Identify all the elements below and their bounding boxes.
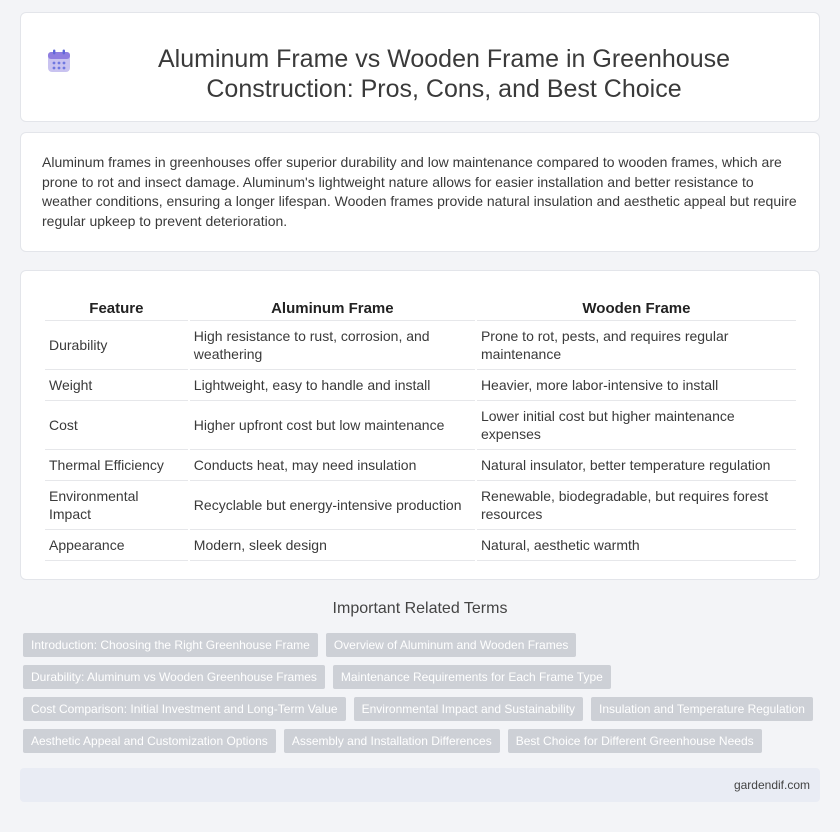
wooden-cell: Heavier, more labor-intensive to install [477,370,796,401]
aluminum-cell: Conducts heat, may need insulation [190,450,475,481]
feature-cell: Environmental Impact [45,481,188,530]
header-card [20,12,820,122]
related-term-tag[interactable]: Overview of Aluminum and Wooden Frames [326,633,577,657]
related-term-tag[interactable]: Insulation and Temperature Regulation [591,697,813,721]
related-term-tag[interactable]: Durability: Aluminum vs Wooden Greenhouse Frames [23,665,325,689]
related-term-tag[interactable]: Cost Comparison: Initial Investment and Long-Term Value [23,697,346,721]
wooden-cell: Lower initial cost but higher maintenance expenses [477,401,796,450]
feature-cell: Thermal Efficiency [45,450,188,481]
table-row [45,321,796,370]
table-row [45,450,796,481]
aluminum-cell: High resistance to rust, corrosion, and weathering [190,321,475,370]
aluminum-cell: Modern, sleek design [190,530,475,561]
footer [20,768,820,802]
comparison-table [43,295,798,561]
related-terms-title: Important Related Terms [332,600,508,617]
feature-cell: Durability [45,321,188,370]
aluminum-cell: Higher upfront cost but low maintenance [190,401,475,450]
related-terms-tags [23,633,823,761]
related-term-tag[interactable]: Introduction: Choosing the Right Greenhouse Frame [23,633,318,657]
feature-cell: Appearance [45,530,188,561]
wooden-cell: Renewable, biodegradable, but requires forest resources [477,481,796,530]
site-link[interactable]: gardendif.com [733,778,810,792]
related-term-tag[interactable]: Maintenance Requirements for Each Frame Type [333,665,611,689]
table-row [45,481,796,530]
aluminum-cell: Recyclable but energy-intensive production [190,481,475,530]
summary-card [20,132,820,252]
related-term-tag[interactable]: Assembly and Installation Differences [284,729,500,753]
table-row [45,401,796,450]
aluminum-cell: Lightweight, easy to handle and install [190,370,475,401]
column-header-feature: Feature [45,295,188,321]
wooden-cell: Natural, aesthetic warmth [477,530,796,561]
related-term-tag[interactable]: Environmental Impact and Sustainability [354,697,583,721]
table-row [45,530,796,561]
related-term-tag[interactable]: Best Choice for Different Greenhouse Needs [508,729,762,753]
column-header-wooden: Wooden Frame [477,295,796,321]
feature-cell: Weight [45,370,188,401]
feature-cell: Cost [45,401,188,450]
related-term-tag[interactable]: Aesthetic Appeal and Customization Options [23,729,276,753]
summary-text: Aluminum frames in greenhouses offer superior durability and low maintenance compared to wooden frames, which are prone to rot and insect damage. Aluminum's lightweight nature allows for easier installation and better resistance to weather conditions, ensuring a longer lifespan. Wooden frames provide natural insulation and aesthetic appeal but require regular upkeep to prevent deterioration. [42,154,797,229]
page-title: Aluminum Frame vs Wooden Frame in Greenhouse Construction: Pros, Cons, and Best Choice [158,45,730,103]
wooden-cell: Natural insulator, better temperature regulation [477,450,796,481]
wooden-cell: Prone to rot, pests, and requires regular maintenance [477,321,796,370]
column-header-aluminum: Aluminum Frame [190,295,475,321]
calendar-icon [46,48,72,74]
table-header-row [45,295,796,321]
table-row [45,370,796,401]
comparison-card [20,270,820,580]
